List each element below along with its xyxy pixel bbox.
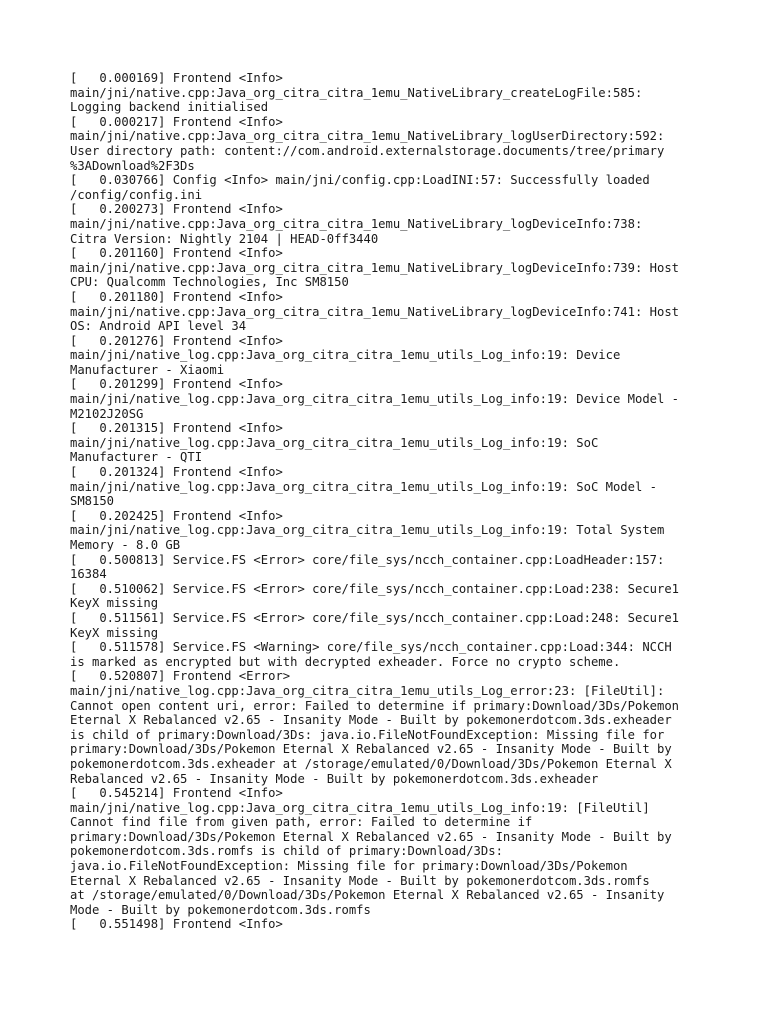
log-line: [ 0.030766] Config <Info> main/jni/config.cpp:LoadINI:57: Successfully loaded: [70, 173, 650, 188]
log-line: [ 0.201299] Frontend <Info>: [70, 377, 283, 392]
log-line: main/jni/native_log.cpp:Java_org_citra_citra_1emu_utils_Log_info:19: Device Model -: [70, 392, 680, 407]
log-line: [ 0.511561] Service.FS <Error> core/file_sys/ncch_container.cpp:Load:248: Secure1: [70, 610, 680, 625]
log-line: main/jni/native.cpp:Java_org_citra_citra_1emu_NativeLibrary_createLogFile:585:: [70, 85, 643, 100]
log-line: Mode - Built by pokemonerdotcom.3ds.romfs: [70, 902, 371, 917]
log-line: java.io.FileNotFoundException: Missing file for primary:Download/3Ds/Pokemon: [70, 859, 628, 874]
log-line: main/jni/native_log.cpp:Java_org_citra_citra_1emu_utils_Log_info:19: [FileUtil]: [70, 800, 650, 815]
log-line: [ 0.545214] Frontend <Info>: [70, 786, 283, 801]
log-line: [ 0.510062] Service.FS <Error> core/file_sys/ncch_container.cpp:Load:238: Secure1: [70, 581, 680, 596]
log-line: Memory - 8.0 GB: [70, 538, 181, 552]
log-line: main/jni/native_log.cpp:Java_org_citra_citra_1emu_utils_Log_info:19: SoC Model -: [70, 479, 657, 494]
log-line: [ 0.500813] Service.FS <Error> core/file_sys/ncch_container.cpp:LoadHeader:157:: [70, 552, 665, 567]
log-line: Citra Version: Nightly 2104 | HEAD-0ff3440: [70, 231, 379, 246]
log-line: Logging backend initialised: [70, 100, 269, 115]
log-line: KeyX missing: [70, 625, 159, 640]
log-line: Eternal X Rebalanced v2.65 - Insanity Mode - Built by pokemonerdotcom.3ds.exheader: [70, 713, 672, 728]
log-line: OS: Android API level 34: [70, 319, 247, 334]
log-line: [ 0.201276] Frontend <Info>: [70, 333, 283, 348]
log-line: [ 0.511578] Service.FS <Warning> core/file_sys/ncch_container.cpp:Load:344: NCCH: [70, 640, 672, 655]
log-line: main/jni/native_log.cpp:Java_org_citra_citra_1emu_utils_Log_error:23: [FileUtil]:: [70, 683, 665, 698]
log-line: /config/config.ini: [70, 187, 203, 202]
log-line: User directory path: content://com.android.externalstorage.documents/tree/primary: [70, 143, 665, 158]
log-line: primary:Download/3Ds/Pokemon Eternal X Rebalanced v2.65 - Insanity Mode - Built by: [70, 829, 672, 844]
log-line: [ 0.201180] Frontend <Info>: [70, 289, 283, 304]
log-line: [ 0.000169] Frontend <Info>: [70, 71, 283, 85]
log-line: Manufacturer - QTI: [70, 450, 203, 465]
log-line: [ 0.201324] Frontend <Info>: [70, 465, 283, 480]
log-line: pokemonerdotcom.3ds.romfs is child of primary:Download/3Ds:: [70, 844, 503, 859]
log-line: pokemonerdotcom.3ds.exheader at /storage/emulated/0/Download/3Ds/Pokemon Eternal X: [70, 756, 672, 771]
log-line: [ 0.520807] Frontend <Error>: [70, 669, 291, 684]
log-line: main/jni/native.cpp:Java_org_citra_citra_1emu_NativeLibrary_logDeviceInfo:738:: [70, 216, 643, 231]
log-line: SM8150: [70, 494, 115, 509]
log-line: main/jni/native.cpp:Java_org_citra_citra_1emu_NativeLibrary_logDeviceInfo:741: Host: [70, 304, 680, 319]
log-line: is marked as encrypted but with decrypted exheader. Force no crypto scheme.: [70, 654, 621, 669]
log-line: main/jni/native_log.cpp:Java_org_citra_citra_1emu_utils_Log_info:19: Total System: [70, 523, 665, 538]
log-line: main/jni/native_log.cpp:Java_org_citra_citra_1emu_utils_Log_info:19: Device: [70, 348, 621, 363]
log-line: is child of primary:Download/3Ds: java.io.FileNotFoundException: Missing file for: [70, 727, 665, 742]
log-line: main/jni/native.cpp:Java_org_citra_citra_1emu_NativeLibrary_logUserDirectory:592:: [70, 129, 665, 144]
log-line: M2102J20SG: [70, 406, 144, 421]
log-line: [ 0.201315] Frontend <Info>: [70, 421, 283, 436]
log-line: Eternal X Rebalanced v2.65 - Insanity Mode - Built by pokemonerdotcom.3ds.romfs: [70, 873, 650, 888]
log-line: [ 0.551498] Frontend <Info>: [70, 917, 283, 932]
log-line: [ 0.200273] Frontend <Info>: [70, 202, 283, 217]
log-line: primary:Download/3Ds/Pokemon Eternal X Rebalanced v2.65 - Insanity Mode - Built by: [70, 742, 672, 757]
log-line: [ 0.202425] Frontend <Info>: [70, 508, 283, 523]
log-line: Cannot open content uri, error: Failed to determine if primary:Download/3Ds/Pokemon: [70, 698, 680, 713]
log-line: [ 0.201160] Frontend <Info>: [70, 246, 283, 261]
log-line: CPU: Qualcomm Technologies, Inc SM8150: [70, 275, 349, 290]
log-line: [ 0.000217] Frontend <Info>: [70, 114, 283, 129]
log-line: at /storage/emulated/0/Download/3Ds/Pokemon Eternal X Rebalanced v2.65 - Insanity: [70, 888, 665, 903]
log-line: KeyX missing: [70, 596, 159, 611]
log-line: Manufacturer - Xiaomi: [70, 362, 225, 377]
log-line: Cannot find file from given path, error: Failed to determine if: [70, 815, 533, 830]
log-line: %3ADownload%2F3Ds: [70, 158, 195, 173]
log-text: [70, 71, 710, 932]
log-line: main/jni/native_log.cpp:Java_org_citra_citra_1emu_utils_Log_info:19: SoC: [70, 435, 599, 450]
log-line: Rebalanced v2.65 - Insanity Mode - Built by pokemonerdotcom.3ds.exheader: [70, 771, 599, 786]
log-line: 16384: [70, 567, 107, 582]
log-line: main/jni/native.cpp:Java_org_citra_citra_1emu_NativeLibrary_logDeviceInfo:739: Host: [70, 260, 680, 275]
